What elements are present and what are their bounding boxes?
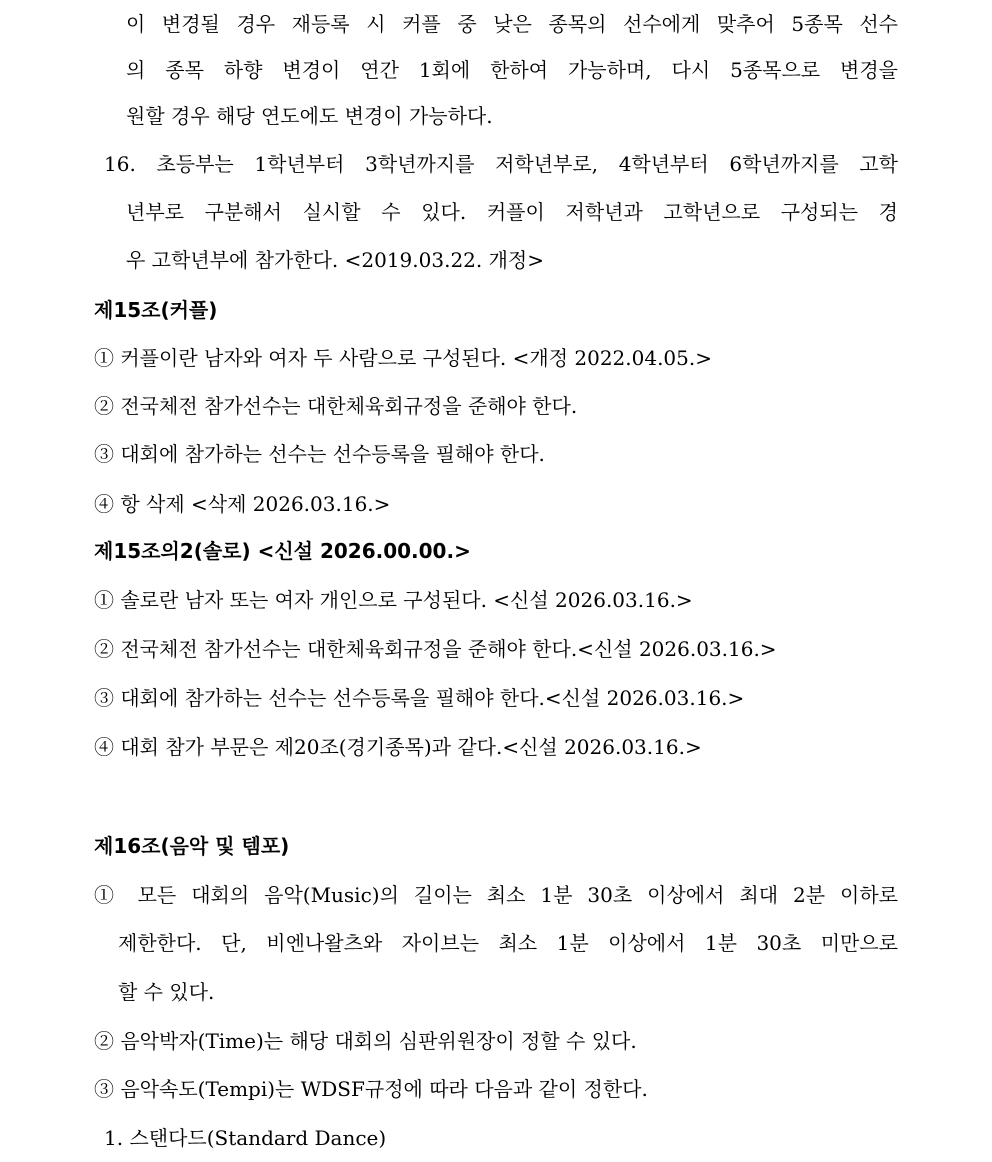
article-heading-text: 제15조의2(솔로) <신설 2026.00.00.>: [94, 539, 471, 563]
list-item-16: [0, 140, 992, 188]
paragraph-line: [0, 92, 992, 140]
clause-text: 할 수 있다.: [118, 980, 215, 1004]
list-item-16-continued: [0, 188, 992, 236]
clause-item: [0, 674, 992, 722]
clause-item: [0, 430, 992, 478]
clause-text: 제한한다. 단, 비엔나왈츠와 자이브는 최소 1분 이상에서 1분 30초 미만으로: [118, 931, 898, 955]
list-item-text: 16. 초등부는 1학년부터 3학년까지를 저학년부로, 4학년부터 6학년까지를 고학: [104, 152, 898, 176]
clause-item: [0, 382, 992, 430]
list-item-text: 년부로 구분해서 실시할 수 있다. 커플이 저학년과 고학년으로 구성되는 경: [126, 200, 898, 224]
clause-text: ③ 대회에 참가하는 선수는 선수등록을 필해야 한다.<신설 2026.03.16.>: [94, 686, 745, 710]
list-item-text: 우 고학년부에 참가한다. <2019.03.22. 개정>: [126, 248, 545, 272]
sub-list-item-text: 1. 스탠다드(Standard Dance): [104, 1126, 387, 1150]
article-heading-16: [0, 822, 992, 870]
clause-item-continued: [0, 919, 992, 967]
clause-text: ① 커플이란 남자와 여자 두 사람으로 구성된다. <개정 2022.04.05.>: [94, 346, 713, 370]
paragraph-text: 원할 경우 해당 연도에도 변경이 가능하다.: [126, 104, 493, 128]
paragraph-text: 의 종목 하향 변경이 연간 1회에 한하여 가능하며, 다시 5종목으로 변경을: [126, 58, 898, 82]
clause-item: [0, 334, 992, 382]
article-heading-text: 제15조(커플): [94, 298, 218, 322]
clause-item: [0, 723, 992, 771]
sub-list-item: [0, 1114, 992, 1162]
paragraph-line: [0, 46, 992, 94]
paragraph-text: 이 변경될 경우 재등록 시 커플 중 낮은 종목의 선수에게 맞추어 5종목 선수: [126, 12, 898, 36]
clause-item: [0, 871, 992, 919]
clause-text: ② 음악박자(Time)는 해당 대회의 심판위원장이 정할 수 있다.: [94, 1029, 637, 1053]
clause-item: [0, 625, 992, 673]
clause-item: [0, 480, 992, 528]
clause-item-continued: [0, 968, 992, 1016]
clause-item: [0, 1065, 992, 1113]
article-heading-text: 제16조(음악 및 템포): [94, 834, 290, 858]
clause-text: ③ 대회에 참가하는 선수는 선수등록을 필해야 한다.: [94, 442, 545, 466]
clause-text: ② 전국체전 참가선수는 대한체육회규정을 준해야 한다.<신설 2026.03.16.>: [94, 637, 777, 661]
paragraph-line: [0, 0, 992, 48]
list-item-16-continued: [0, 236, 992, 284]
clause-text: ① 솔로란 남자 또는 여자 개인으로 구성된다. <신설 2026.03.16.>: [94, 588, 693, 612]
clause-item: [0, 1017, 992, 1065]
clause-text: ① 모든 대회의 음악(Music)의 길이는 최소 1분 30초 이상에서 최대 2분 이하로: [94, 883, 898, 907]
article-heading-15: [0, 286, 992, 334]
clause-item: [0, 576, 992, 624]
article-heading-15-2: [0, 527, 992, 575]
clause-text: ④ 항 삭제 <삭제 2026.03.16.>: [94, 492, 391, 516]
clause-text: ③ 음악속도(Tempi)는 WDSF규정에 따라 다음과 같이 정한다.: [94, 1077, 648, 1101]
clause-text: ④ 대회 참가 부문은 제20조(경기종목)과 같다.<신설 2026.03.16.>: [94, 735, 702, 759]
clause-text: ② 전국체전 참가선수는 대한체육회규정을 준해야 한다.: [94, 394, 578, 418]
